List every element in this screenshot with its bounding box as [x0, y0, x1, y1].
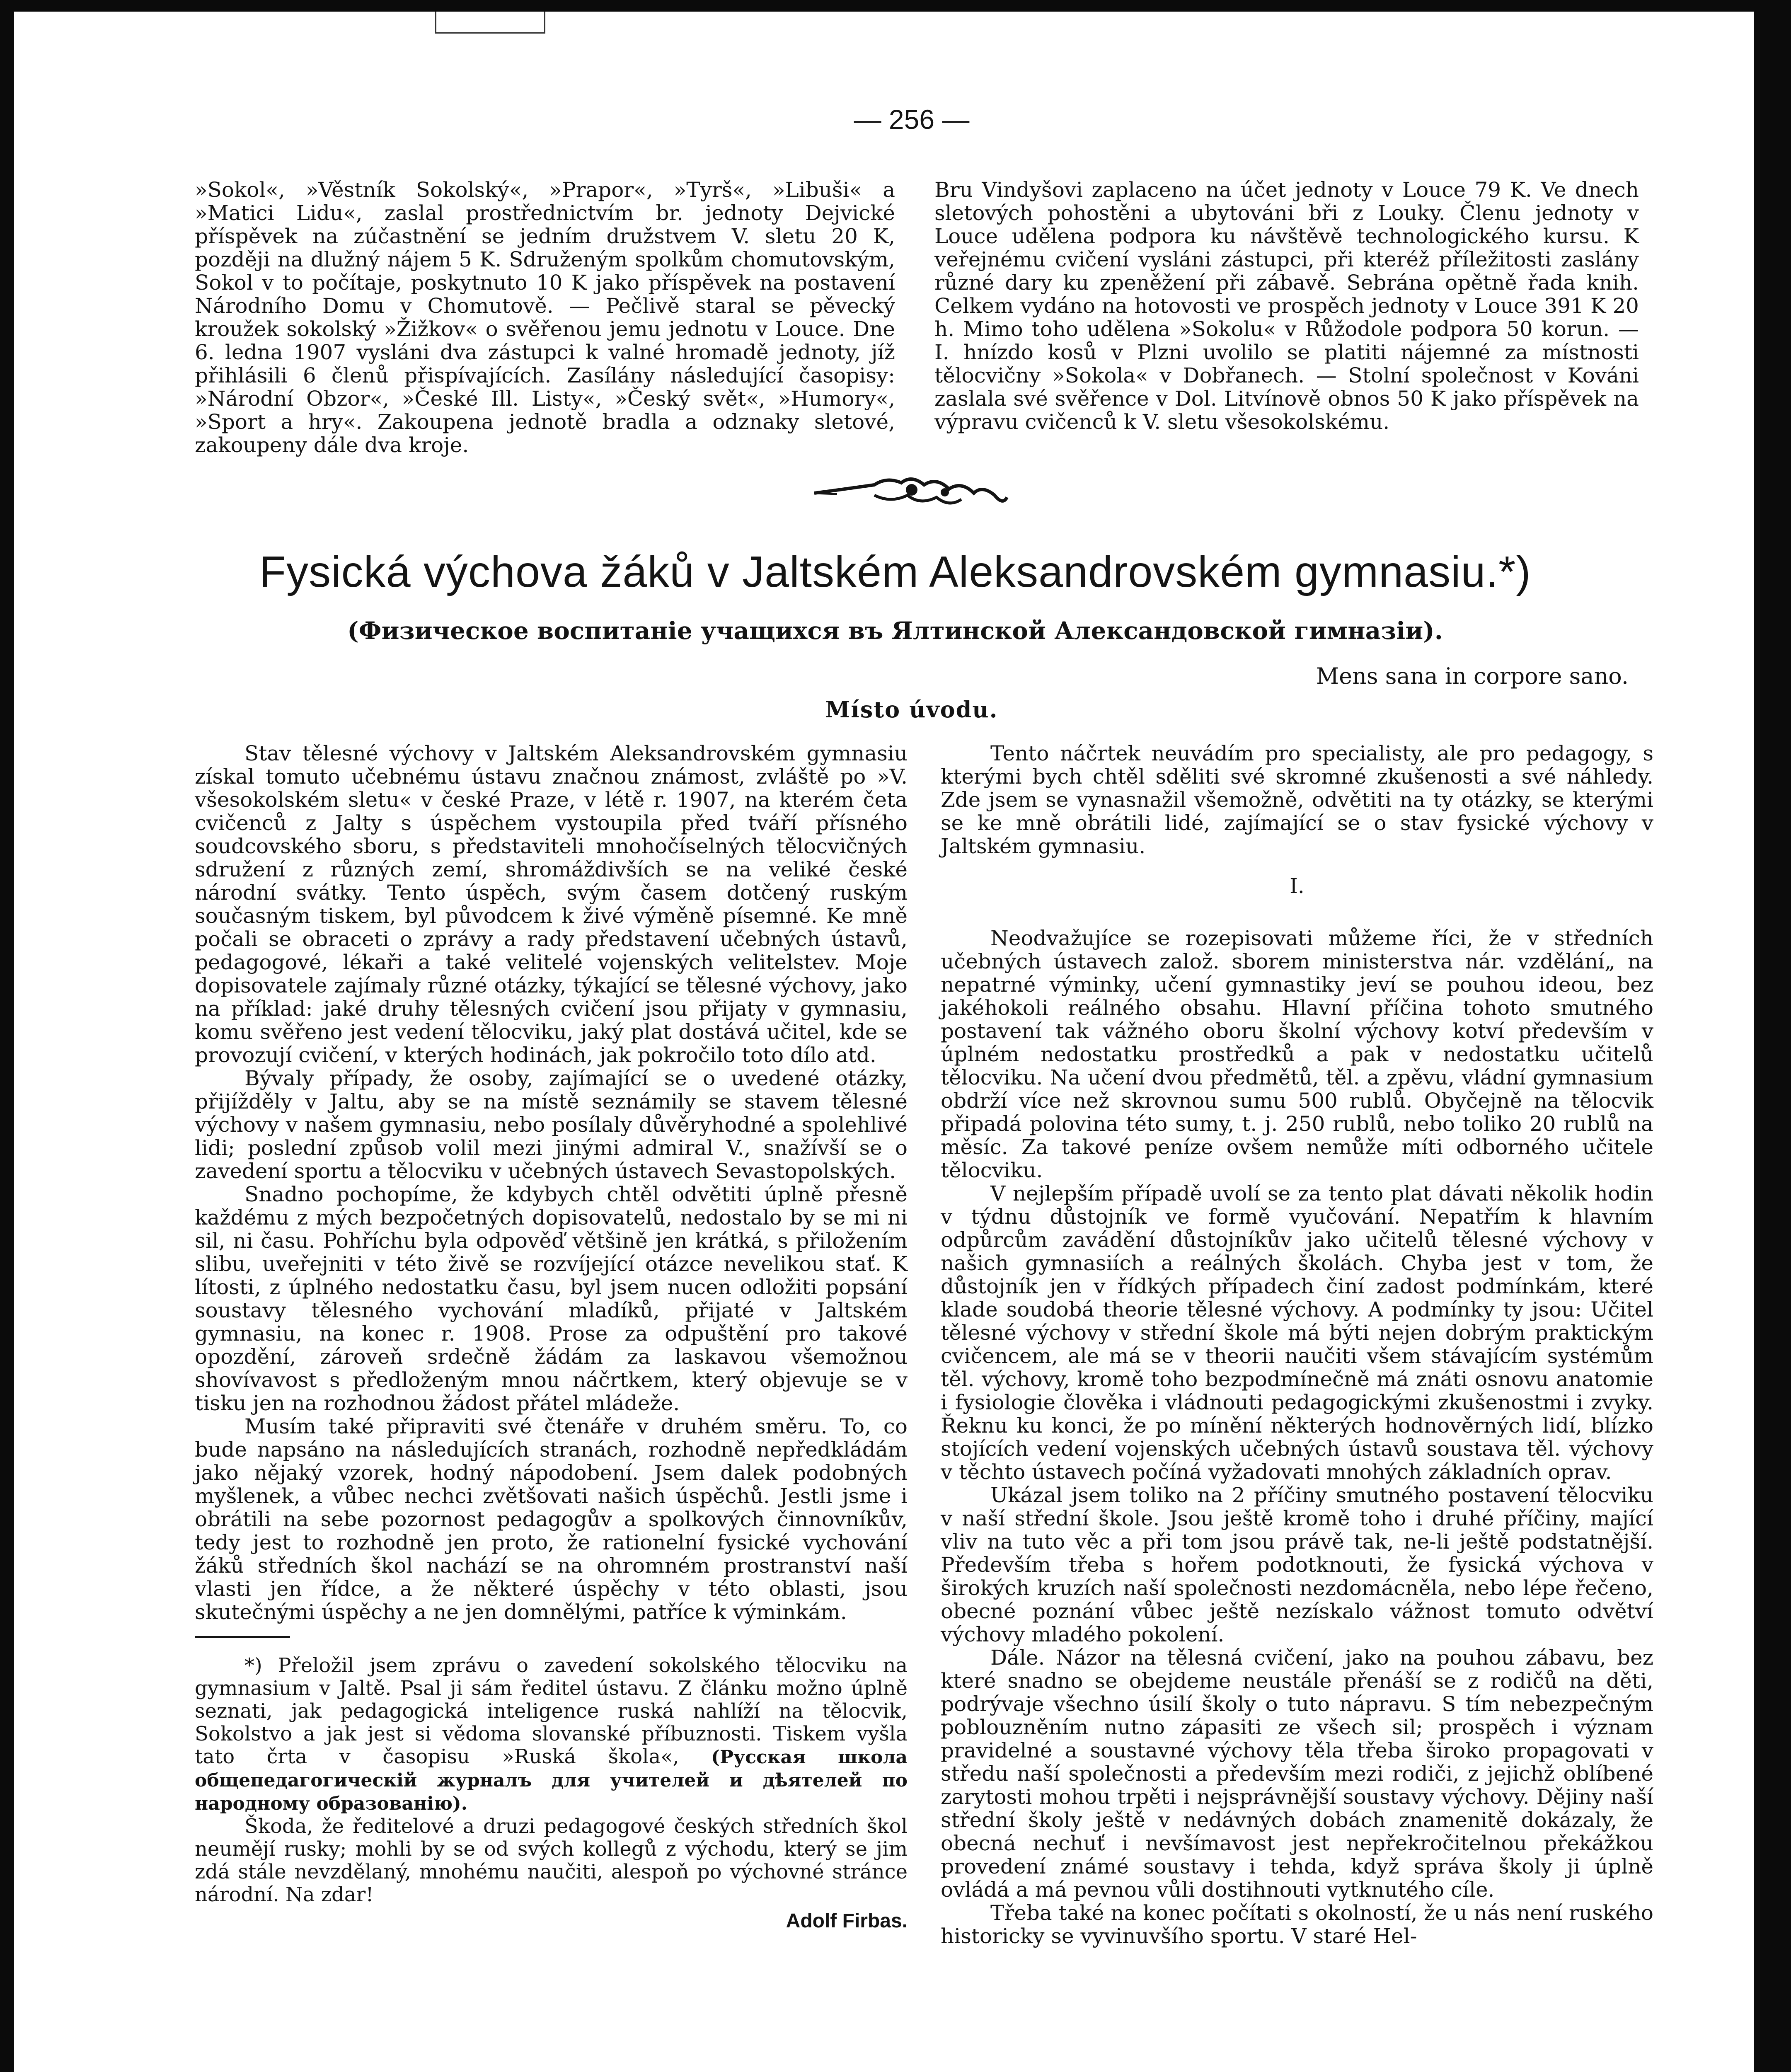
- article-subtitle: (Физическое воспитаніе учащихся въ Ялтинской Александовской гимназіи).: [347, 617, 1443, 645]
- chapter-numeral: I.: [1290, 874, 1305, 898]
- scan-border-top: [0, 0, 1791, 12]
- footnote: [195, 1654, 908, 1932]
- footnote-russian-title: (Русская школа общепедагогическій журналъ для учителей и дѣятелей по народному образованію).: [195, 1747, 908, 1814]
- footnote-second: Škoda, že ředitelové a druzi pedagogové českých středních škol neumějí rusky; mohli by se od svých kollegů z východu, který se jim zdá stále nevzdělaný, mnohému naučiti, alespoň po výchovné stránce národní. Na zdar!: [195, 1815, 908, 1906]
- page-number: — 256 —: [854, 104, 970, 135]
- paragraph: Ukázal jsem toliko na 2 příčiny smutného postavení tělocviku v naší střední škole. Jsou ještě kromě toho i druhé příčiny, mající vliv na tuto věc a při tom jsou právě tak, ne-li ještě podstatnější. Především třeba s hořem podotknouti, že fysická výchova v širokých kruzích naší společnosti nezdomácněla, nebo lépe řečeno, obecné poznání vůbec ještě nezískalo vážnost tomuto odvětví výchovy mladého pokolení.: [941, 1483, 1653, 1646]
- paragraph: Dále. Názor na tělesná cvičení, jako na pouhou zábavu, bez které snadno se obejdeme neustále přenáší se z rodičů na děti, podrývaje všechno úsilí školy o tuto nápravu. S tím nebezpečným poblouzněním nutno zápasiti ze všech sil; prospěch i význam pravidelné a soustavné výchovy těla třeba široko propagovati v středu naší společnosti a především mezi rodiči, z jejichž oblíbené zarytosti mohou trpěti i nejsprávnější soustavy výchovy. Dějiny naší střední školy ještě v nedávných dobách znamenitě dokázaly, že obecná nechuť i nevšímavost jest nepřekročitelnou překážkou provedení známé soustavy i tehda, když správa školy ji úplně ovládá a má pevnou vůli dostihnouti vytknutého cíle.: [941, 1646, 1653, 1902]
- top-right-column: [934, 178, 1639, 433]
- paragraph: Neodvažujíce se rozepisovati můžeme říci, že v středních učebných ústavech založ. sborem ministerstva nár. vzdělání„ na nepatrné výminky, učení gymnastiky jeví se pouhou ideou, bez jakéhokoli reálného obsahu. Hlavní příčina tohoto smutného postavení tak vážného oboru školní výchovy kotví především v úplném nedostatku prostředků a pak v nedostatku učitelů tělocviku. Na učení dvou předmětů, těl. a zpěvu, vládní gymnasium obdrží více než skrovnou sumu 500 rublů. Obyčejně na tělocvik připadá polovina této sumy, t. j. 250 rublů, nebo toliko 20 rublů na měsíc. Za takové peníze ovšem nemůže míti odborného učitele tělocviku.: [941, 926, 1653, 1182]
- body-left-column: [195, 742, 908, 1932]
- paragraph: Bývaly případy, že osoby, zajímající se o uvedené otázky, přijížděly v Jaltu, aby se na místě seznámily se stavem tělesné výchovy v našem gymnasiu, nebo posílaly důvěryhodné a spolehlivé lidi; poslední způsob volil mezi jinými admiral V., snažívší se o zavedení sportu a tělocviku v učebných ústavech Sevastopolských.: [195, 1066, 908, 1183]
- scan-border-left: [0, 0, 14, 2072]
- section-heading: Místo úvodu.: [825, 696, 998, 723]
- top-right-text: Bru Vindyšovi zaplaceno na účet jednoty v Louce 79 K. Ve dnech sletových pohostěni a ubytováni bři z Louky. Členu jednoty v Louce udělena podpora ku návštěvě technologického kursu. K veřejnému cvičení vysláni zástupci, při kteréž příležitosti zaslány různé dary ku zpeněžení při zábavě. Sebrána opětně řada knih. Celkem vydáno na hotovosti ve prospěch jednoty v Louce 391 K 20 h. Mimo toho udělena »Sokolu« v Růžodole podpora 50 korun. — I. hnízdo kosů v Plzni uvolilo se platiti nájemné za místnosti tělocvičny »Sokola« v Dobřanech. — Stolní společnost v Kováni zaslala své svěřence v Dol. Litvínově obnos 50 K jako příspěvek na výpravu cvičenců k V. sletu všesokolskému.: [934, 178, 1639, 434]
- footnote-text: [195, 1654, 908, 1815]
- binding-mark: [435, 12, 545, 34]
- paragraph: Musím také připraviti své čtenáře v druhém směru. To, co bude napsáno na následujících stranách, rozhodně nepředkládám jako nějaký vzorek, hodný nápodobení. Jsem dalek podobných myšlenek, a vůbec nechci zvětšovati našich úspěchů. Jestli jsme i obrátili na sebe pozornost pedagogův a spolkových činnovníkův, tedy jest to rozhodně jen proto, že rationelní fysické vychování žáků středních škol nachází se na ohromném prostranství naší vlasti jen řídce, a že některé úspěchy v této oblasti, jsou skutečnými úspěchy a ne jen domnělými, patříce k výminkám.: [195, 1414, 908, 1624]
- scan-border-right: [1754, 0, 1791, 2072]
- paragraph: Tento náčrtek neuvádím pro specialisty, ale pro pedagogy, s kterými bych chtěl sděliti své skromné zkušenosti a své náhledy. Zde jsem se vynasnažil všemožně, odvětiti na ty otázky, se kterými se ke mně obrátili lidé, zajímající se o stav fysické výchovy v Jaltském gymnasiu.: [941, 741, 1653, 858]
- signature: Adolf Firbas.: [786, 1910, 908, 1932]
- footnote-rule: [195, 1636, 290, 1638]
- footnote-body: *) Přeložil jsem zprávu o zavedení sokolského tělocviku na gymnasium v Jaltě. Psal ji sám ředitel ústavu. Z článku možno úplně seznati, jak pedagogická inteligence ruská nahlíží na tělocvik, Sokolstvo a jak jest si vědoma slovanské příbuznosti. Tiskem vyšla tato črta v časopisu »Ruská škola«,: [195, 1654, 908, 1768]
- body-right-column: [941, 742, 1653, 1948]
- decorative-ornament-icon: [812, 472, 1011, 510]
- paragraph: Snadno pochopíme, že kdybych chtěl odvětiti úplně přesně každému z mých bezpočetných dopisovatelů, nedostalo by se mi ni sil, ni času. Pohříchu byla odpověď většině jen krátká, s přiložením slibu, uveřejniti v této živě se rozvíjející otázce nevelikou stať. K lítosti, z úplného nedostatku času, byl jsem nucen odložiti popsání soustavy tělesného vychování mladíků, přijaté v Jaltském gymnasiu, na konec r. 1908. Prose za odpuštění pro takové opozdění, zároveň srdečně žádám za laskavou všemožnou shovívavost s předloženým mnou náčrtkem, který objevuje se v tisku jen na rozhodnou žádost přátel mládeže.: [195, 1182, 908, 1415]
- article-title: Fysická výchova žáků v Jaltském Aleksandrovském gymnasiu.*): [259, 547, 1531, 596]
- article-motto: Mens sana in corpore sano.: [1316, 663, 1629, 689]
- paragraph: Stav tělesné výchovy v Jaltském Aleksandrovském gymnasiu získal tomuto učebnému ústavu značnou známost, zvláště po »V. všesokolském sletu« v české Praze, v létě r. 1907, na kterém četa cvičenců z Jalty s úspěchem vystoupila před tváří přísného soudcovského sboru, s představiteli mnohočíselných tělocvičných sdružení z různých zemí, shromáždivších se na veliké české národní svátky. Tento úspěch, svým časem dotčený ruským současným tiskem, byl původcem k živé výměně písemné. Ke mně počali se obraceti o zprávy a rady představení učebných ústavů, pedagogové, lékaři a také velitelé vojenských velitelstev. Moje dopisovatele zajímaly různé otázky, týkající se tělesné výchovy, jako na příklad: jaké druhy tělesných cvičení jsou přijaty v gymnasiu, komu svěřeno jest vedení tělocviku, jaký plat dostává učitel, kde se provozují cvičení, v kterých hodinách, jak pokročilo toto dílo atd.: [195, 741, 908, 1067]
- paragraph: Třeba také na konec počítati s okolností, že u nás není ruského historicky se vyvinuvšího sportu. V staré Hel-: [941, 1901, 1653, 1948]
- paragraph: V nejlepším případě uvolí se za tento plat dávati několik hodin v týdnu důstojník ve formě vyučování. Nepatřím k hlavním odpůrcům zavádění důstojníkův jako učitelů tělesné výchovy v našich gymnasiích a reálných školách. Chyba jest v tom, že důstojník jen v řídkých případech činí zadost podmínkám, které klade soudobá theorie tělesné výchovy. A podmínky ty jsou: Učitel tělesné výchovy v střední škole má býti nejen dobrým praktickým cvičencem, ale má se v theorii naučiti všem stávajícím systémům těl. výchovy, kromě toho bezpodmínečně má znáti osnovu anatomie i fysiologie člověka i vládnouti pedagogickými zkušenostmi i zvyky. Řeknu ku konci, že po mínění některých hodnověrných lidí, blízko stojících vedení vojenských učebných ústavů soustava těl. výchovy v těchto ústavech počíná vyžadovati mnohých základních oprav.: [941, 1181, 1653, 1484]
- top-left-text: »Sokol«, »Věstník Sokolský«, »Prapor«, »Tyrš«, »Libuši« a »Matici Lidu«, zaslal prostřednictvím br. jednoty Dejvické příspěvek na zúčastnění se jedním družstvem V. sletu 20 K, později na dlužný nájem 5 K. Sdruženým spolkům chomutovským, Sokol v to počítaje, poskytnuto 10 K jako příspěvek na postavení Národního Domu v Chomutově. — Pečlivě staral se pěvecký kroužek sokolský »Žižkov« o svěřenou jemu jednotu v Louce. Dne 6. ledna 1907 vysláni dva zástupci k valné hromadě jednoty, jíž přihlásili 6 členů přispívajících. Zasílány následující časopisy: »Národní Obzor«, »České Ill. Listy«, »Český svět«, »Humory«, »Sport a hry«. Zakoupena jednotě bradla a odznaky sletové, zakoupeny dále dva kroje.: [195, 178, 895, 457]
- top-left-column: [195, 178, 895, 457]
